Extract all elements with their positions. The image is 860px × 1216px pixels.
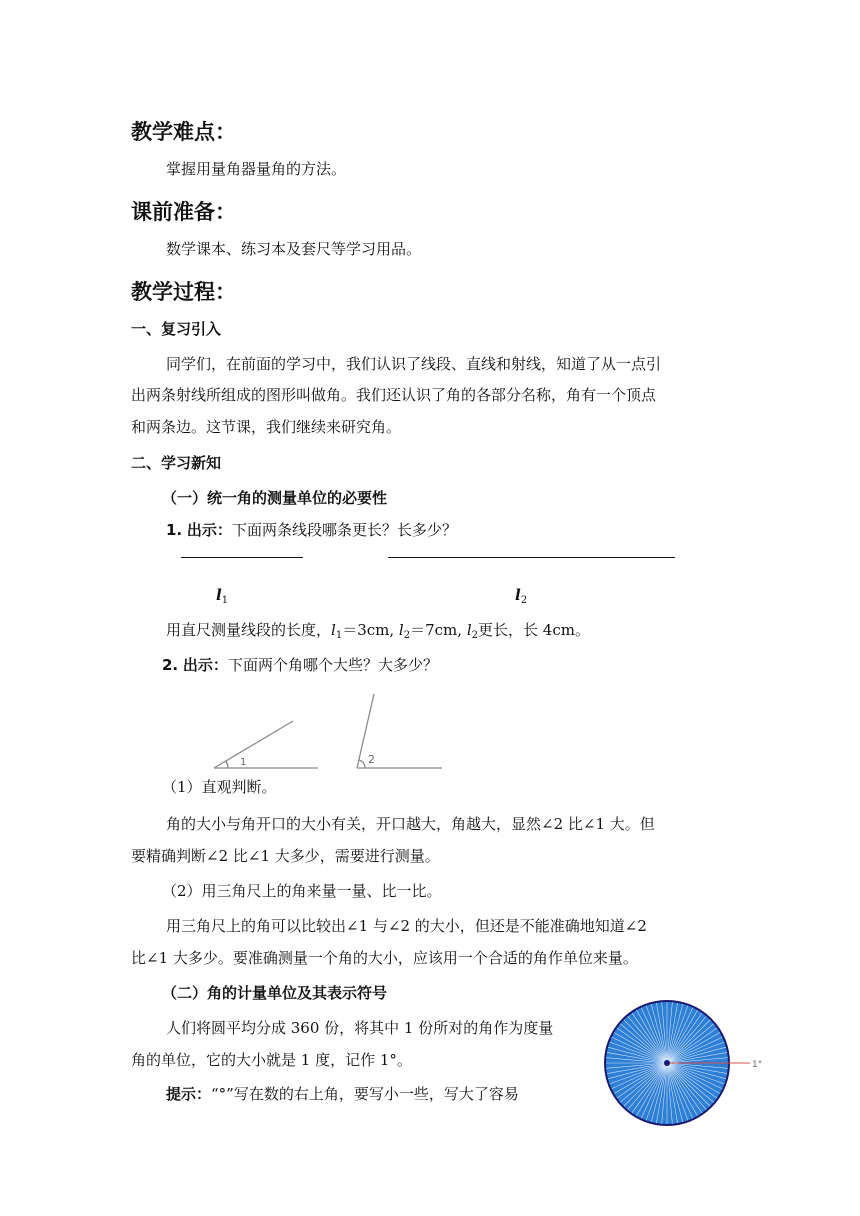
- angles-figure: [200, 688, 450, 774]
- part2-title: 二、学习新知: [131, 454, 222, 472]
- step-1-title: （1）直观判断。: [162, 778, 277, 796]
- preparation-text: 数学课本、练习本及套尺等学习用品。: [166, 240, 422, 258]
- part1-title: 一、复习引入: [131, 320, 222, 338]
- heading-difficulty: 教学难点：: [131, 120, 236, 144]
- question-2-text: 下面两个角哪个大些？大多少？: [227, 656, 438, 674]
- question-1-text: 下面两条线段哪条更长？长多少？: [231, 521, 457, 539]
- segment-l2: [388, 557, 675, 558]
- step-1-line-2: 要精确判断∠2 比∠1 大多少，需要进行测量。: [131, 847, 440, 865]
- hint-text: “°”写在数的右上角，要写小一些，写大了容易: [211, 1085, 519, 1103]
- question-1-number: 1.: [166, 521, 183, 539]
- unit-line-2: 角的单位，它的大小就是 1 度，记作 1°。: [131, 1051, 412, 1069]
- angle-2-label: 2: [368, 753, 375, 766]
- angle-1-label: 1: [240, 757, 247, 768]
- degree-center: [664, 1060, 670, 1066]
- hint-label: 提示：: [166, 1085, 212, 1103]
- part1-line-2: 出两条射线所组成的图形叫做角。我们还认识了角的各部分名称，角有一个顶点: [131, 386, 657, 404]
- segment-l1-label: $l_1$: [216, 586, 229, 606]
- difficulty-text: 掌握用量角器量角的方法。: [166, 160, 347, 178]
- step-2-line-1: 用三角尺上的角可以比较出∠1 与∠2 的大小，但还是不能准确地知道∠2: [166, 917, 647, 935]
- subsection1-title: （一）统一角的测量单位的必要性: [162, 489, 388, 507]
- segment-l2-label: $l_2$: [515, 586, 528, 606]
- hint: [166, 1083, 519, 1104]
- degree-circle-figure: [600, 998, 775, 1128]
- segment-l1: [181, 557, 303, 558]
- degree-label: 1°: [752, 1060, 763, 1070]
- question-2-number: 2.: [162, 656, 179, 674]
- step-2-line-2: 比∠1 大多少。要准确测量一个角的大小，应该用一个合适的角作单位来量。: [131, 949, 638, 967]
- step-2-title: （2）用三角尺上的角来量一量、比一比。: [162, 882, 442, 900]
- step-1-line-1: 角的大小与角开口的大小有关，开口越大，角越大，显然∠2 比∠1 大。但: [166, 815, 655, 833]
- angle-1-ray: [214, 721, 293, 768]
- angle-2-arc: [359, 760, 365, 768]
- heading-preparation: 课前准备：: [131, 200, 236, 224]
- angle-1-arc: [226, 761, 228, 768]
- question-2: [162, 654, 438, 675]
- heading-process: 教学过程：: [131, 280, 236, 304]
- unit-line-1: 人们将圆平均分成 360 份，将其中 1 份所对的角作为度量: [166, 1019, 554, 1037]
- question-1: [166, 519, 457, 540]
- subsection2-title: （二）角的计量单位及其表示符号: [162, 984, 388, 1002]
- part1-line-3: 和两条边。这节课，我们继续来研究角。: [131, 418, 402, 436]
- question-2-label: 出示：: [182, 656, 228, 674]
- measure-result: 用直尺测量线段的长度，$l_1=3cm$, $l_2=7cm$, $l_2$更长，长 4cm。: [166, 621, 590, 641]
- part1-line-1: 同学们，在前面的学习中，我们认识了线段、直线和射线，知道了从一点引: [166, 355, 662, 373]
- question-1-label: 出示：: [186, 521, 232, 539]
